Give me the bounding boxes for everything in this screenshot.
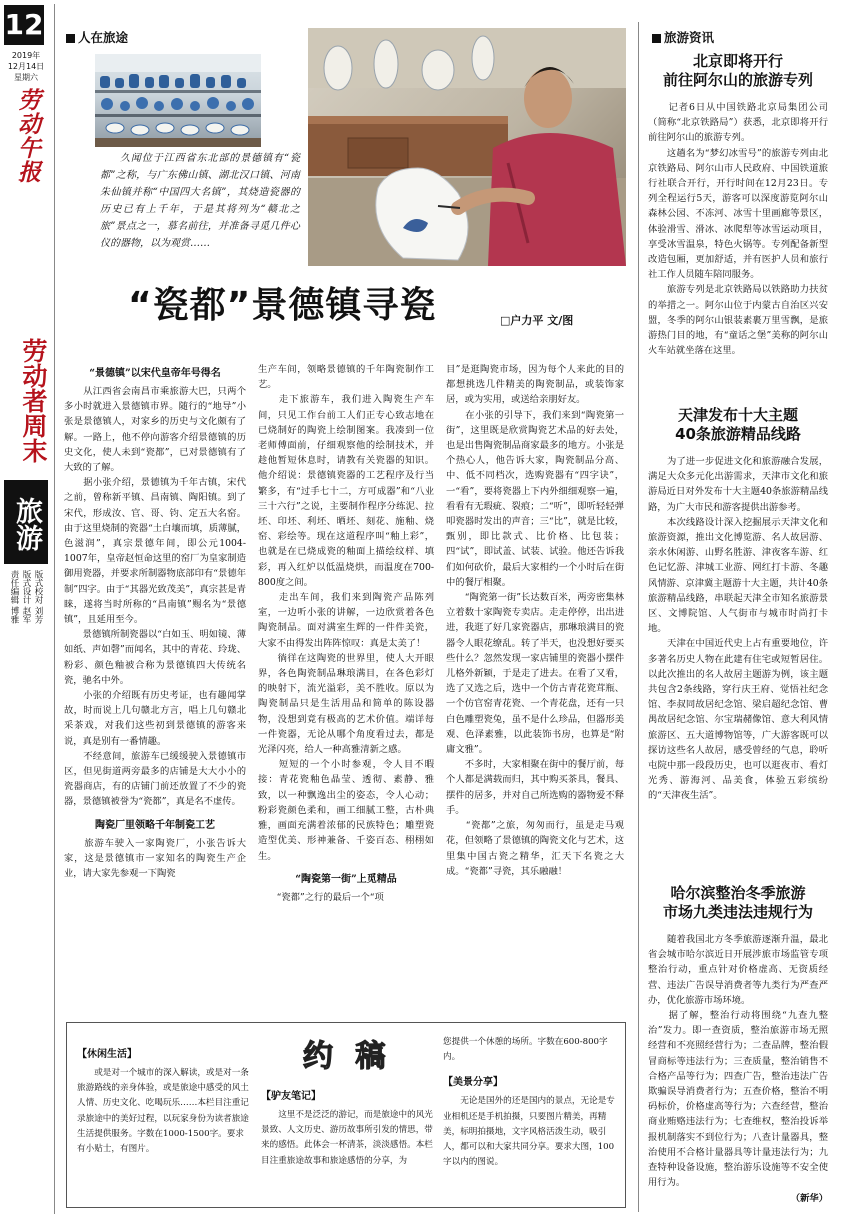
call-block-leisure: [77, 1045, 249, 1157]
article-byline: □户力平 文/图: [500, 314, 574, 327]
body-text: 目”是逛陶瓷市场，因为每个人来此的目的都想挑选几件精美的陶瓷制品，或装饰家居，或为实用，或送给亲朋好友。 在小张的引导下，我们来到“陶瓷第一街”，这里既是欣赏陶瓷艺术品的好去处，也是出售陶瓷制品商家最多的地方。小张是个热心人，他告诉大家，陶瓷制品分高、中、低不同档次，选购瓷器有“四字诀”，一“看”，要将瓷器上下内外细细观察一遍，看看有无瑕疵、裂痕；二“听”，即听轻轻弹叩瓷器时发出的声音；三“比”，就是比较，甄别，即比款式、比价格、比包装；四“试”，即试盖、试装、试验。他还告诉我们如何砍价，最后大家相约一个小时后在街中的餐厅相聚。 “陶瓷第一街”长达数百米，两旁密集林立着数十家陶瓷专卖店。走走停停，出出进进，我逛了好几家瓷器店，那琳琅满目的瓷器令人眼花缭乱。转了半天，也没想好要买些什么？忽然发现一家店铺里的瓷器小摆件儿格外新颖，于是走了进去。在看了又看，选了又选之后，选中一个仿古青花瓷茸瓶、一个仿官窑青花瓷、一个青花盘，还有一只白色雕塑瓷兔，虽不是什么珍品，但器形美观、色泽素雅，以此装饰书房，也算是“附庸文雅”。 不多时，大家相聚在街中的餐厅前，每个人都是满载而归，其中购买茶具，餐具、摆件的居多，并对自己所选购的器物爱不释手。 “瓷都”之旅，匆匆而行，虽是走马观花，但领略了景德镇的陶瓷文化与艺术，这里集中国古瓷之精华，汇天下名瓷之大成。“瓷都”寻瓷，其乐融融！: [446, 364, 624, 877]
column-divider: [638, 22, 639, 1212]
subheading: “景德镇”以宋代皇帝年号得名: [89, 368, 221, 379]
section-label-left: [66, 28, 128, 46]
issue-date: [4, 50, 48, 83]
subheading: 陶瓷厂里领略千年制瓷工艺: [95, 819, 215, 831]
masthead-divider: [54, 4, 55, 1214]
porcelain-shop-illustration: [95, 54, 261, 147]
block-text: 或是对一个城市的深入解读，或是对一条旅游路线的亲身体验，或是旅途中感受的风土人情、历史文化、吃喝玩乐……本栏目注重记录旅途中的美好过程，以玩家身份为读者旅途生活提供服务。字数在1000-1500字。要求有小贴士，有图片。: [77, 1068, 249, 1155]
call-for-submissions-box: [66, 1022, 626, 1208]
page-number-box: [4, 5, 44, 45]
date-day: 12月14日: [7, 62, 45, 71]
block-text: 这里不是泛泛的游记，而是旅途中的风光景致、人文历史、游历故事所引发的情思，带来的感悟。此体会一杯清茶，淡淡感悟。本栏目注重旅途故事和旅途感悟的分享，为: [261, 1110, 433, 1166]
date-year: 2019年: [11, 51, 41, 60]
news-title: [648, 406, 828, 444]
block-text-continued: 您提供一个休憩的场所。字数在600-800字内。: [443, 1037, 608, 1063]
section-name: 劳动者周末: [19, 338, 48, 463]
page-number: 12: [4, 8, 44, 41]
call-block-scenery: [443, 1035, 615, 1170]
body-text: 旅游车驶入一家陶瓷厂，小张告诉大家，这是景德镇市一家知名的陶瓷生产企业，请大家先参观一下陶瓷: [64, 837, 246, 880]
news-item-3: [648, 884, 828, 1204]
square-bullet-icon: [652, 34, 661, 43]
news-title: [648, 52, 828, 90]
article-column-3: [446, 362, 624, 879]
body-text: “瓷都”之行的最后一个“项: [258, 891, 384, 903]
news-body: 记者6日从中国铁路北京局集团公司（简称“北京铁路局”）获悉，北京即将开行前往阿尔山的旅游专列。 这趟名为“梦幻冰雪号”的旅游专列由北京铁路局、阿尔山市人民政府、中国铁道旅行社联合开行，开行时间在12月23日。专列全程运行5天，游客可以深度游览阿尔山森林公园、不冻河、冰雪十里画廊等景区，体验滑雪、滑冰、冰爬犁等冰雪运动项目，享受冰雪温泉，特色火锅等。专列配备新型改造包厢，更加舒适，并有医护人员和旅行社工作人员随车陪同服务。 旅游专列是北京铁路局以铁路助力扶贫的举措之一。阿尔山位于内蒙古自治区兴安盟，冬季的阿尔山银装素裹万里雪飘，是旅游热门目的地，有“童话之堡”美称的阿尔山火车站就坐落在这里。: [648, 102, 828, 357]
news-source: （新华）: [790, 1193, 828, 1205]
section-label-text: 旅游资讯: [664, 30, 715, 45]
call-block-notes: [261, 1087, 433, 1169]
porcelain-shop-photo: [95, 54, 261, 147]
news-title-line: 北京即将开行: [692, 52, 783, 70]
body-text: 生产车间，领略景德镇的千年陶瓷制作工艺。 走下旅游车，我们进入陶瓷生产车间，只见工作台前工人们正专心致志地在已烧制好的陶瓷上绘制图案。我凑到一位老师傅面前，仔细观察他的绘制技术，并趁他暂短休息时，请教有关瓷器的知识。他介绍说：景德镇瓷器的工艺程序及行当繁多，有“过手七十二，方可成器”和“八业三十六行”之说，主要制作程序分练泥、拉坯、印坯、利坯、晒坯、刻花、施釉、烧窑、彩绘等。现在这道程序叫“釉上彩”，也就是在已烧成瓷的釉面上描绘纹样、填彩，再入红炉以低温烧烘，而温度在700-800度之间。 走出车间，我们来到陶瓷产品陈列室，一边听小张的讲解，一边欣赏着各色陶瓷制品。面对满室生辉的一件件美瓷，大家不由得发出阵阵惊叹：真是太美了！ 徜徉在这陶瓷的世界里，使人大开眼界，各色陶瓷制品琳琅满目，在各色彩灯的映射下，流光溢彩，美不胜收。原以为陶瓷制品只是生活用品和简单的陈设器物，没想到竟有极高的艺术价值。端详每一件瓷器，无论从哪个角度看过去，都是光泽闪亮，给人一种高雅清新之感。 短短的一个小时参观，令人目不暇接：青花瓷釉色晶莹、透彻、素静、雅致，以一种飘逸出尘的姿态，令人心动；粉彩瓷颜色柔和，画工细腻工整，古朴典雅，画面充满着浓郁的民族特色；雕塑瓷造型优美、形神兼备、千姿百态、栩栩如生。: [258, 364, 434, 862]
news-item-2: [648, 406, 828, 804]
section-label-text: 人在旅途: [78, 30, 129, 45]
craftsman-painting-vase-photo: [308, 28, 626, 266]
weekday: 星期六: [14, 73, 38, 82]
editor-credits: [8, 570, 44, 660]
news-title-line: 哈尔滨整治冬季旅游: [670, 884, 806, 902]
news-title-line: 前往阿尔山的旅游专列: [662, 71, 813, 89]
editor-chief: 责任编辑 博雅: [9, 570, 19, 624]
call-title: 约 稿: [303, 1039, 392, 1074]
section-sub-box: [4, 480, 48, 564]
news-title-line: 市场九类违法违规行为: [662, 903, 813, 921]
body-text: 从江西省会南昌市乘旅游大巴，只两个多小时就进入景德镇市界。随行的“地导”小张是景德镇人，对家乡的历史与文化颇有了解。一路上，他不停向游客介绍景德镇的历史文化，使人未到“瓷都”，已对景德镇有了大致的了解。 据小张介绍，景德镇为千年古镇，宋代之前，曾称新平镇、昌南镇、陶阳镇。到了宋代，形成汝、官、哥、钧、定五大名窑。由于这里烧制的瓷器“土白壤而填，质薄腻，色滋润”，真宗景德年间，即公元1004-1007年，皇帝赵恒命这里的窑厂为皇家制造御用瓷器，并要求所制器物底部印有“景德年制”四字。由于“其器光致茂美”，真宗甚是青睐，遂将当时所称的“昌南镇”赐名为“景德镇”，且延用至今。 景德镇所制瓷器以“白如玉、明如镜、薄如纸、声如磬”而闻名，其中的青花、玲珑、粉彩、颜色釉被合称为景德镇四大传统名瓷，驰名中外。 小张的介绍既有历史考证，也有趣闻掌故，时而说上几句赣北方言，唱上几句赣北采茶戏，对我们这些初到景德镇的游客来说，真是别有一番情趣。 不经意间，旅游车已缓缓驶入景德镇市区，但见街道两旁最多的店铺是大大小小的瓷器商店，有的店铺门前还放置了不少的瓷器，景德镇被誉为“瓷都”，真是名不虚传。: [64, 386, 246, 808]
craftsman-illustration: [308, 28, 626, 266]
news-body: 随着我国北方冬季旅游逐渐升温，最北省会城市哈尔滨近日开展涉旅市场监管专项整治行动，重点针对价格虚高、无资质经营、违法广告误导消费者等九类行为严查严办，优化旅游市场环境。 据了解，整治行动将围绕“九查九整治”发力。即一查资质，整治旅游市场无照经营和不亮照经营行为；二查品牌，整治假冒商标等违法行为；三查质量，整治销售不合格产品等行为；四查广告，整治违法广告欺骗误导消费者行为；五查价格，整治不明码标价，价格虚高等行为；六查经营，整治商业贿赂违法行为；七查维权，整治投诉举报机制落实不到位行为；八查计量器具，整治使用不合格计量器具等计量违法行为；九查特种设备设施，整治游乐设施等不安全使用行为。: [648, 934, 828, 1189]
article-title: “瓷都”景德镇寻瓷: [128, 285, 437, 326]
block-text: 无论是国外的还是国内的景点，无论是专业相机还是手机拍摄，只要图片精美，再精美，标明拍摄地，文字风格活泼生动，吸引人，都可以和大家共同分享。要求大图，100字以内的图说。: [443, 1096, 615, 1168]
editor-designer: 版式设计 赵军: [21, 570, 31, 624]
article-column-1: [64, 358, 246, 881]
editor-proofread: 版式校对 刘芳: [33, 570, 43, 624]
block-heading: 【美景分享】: [443, 1077, 503, 1089]
block-heading: 【休闲生活】: [77, 1049, 137, 1060]
section-sub: 旅游: [11, 497, 42, 551]
news-item-1: [648, 52, 828, 358]
newspaper-logo: 劳动午报: [14, 88, 41, 184]
square-bullet-icon: [66, 34, 75, 43]
news-title: [648, 884, 828, 922]
subheading: “陶瓷第一街”上觅精品: [295, 873, 397, 885]
section-label-right: [652, 28, 714, 46]
news-body: 为了进一步促进文化和旅游融合发展，满足大众多元化出游需求，天津市文化和旅游局近日对外发布十大主题40条旅游精品线路，为广大市民和游客提供出游参考。 本次线路设计深入挖掘展示天津文化和旅游资源，推出文化博览游、名人故居游、亲水休闲游、山野名胜游、津夜客车游、红色记忆游、津城工业游、网红打卡游、冬趣风情游、京津冀主题游十大主题，共计40条旅游精品线路，串联起天津全市知名旅游景区、文博院馆、人气街市与城市时尚打卡地。 天津在中国近代史上占有重要地位，许多著名历史人物在此建有住宅或短暂居住。以此次推出的名人故居主题游为例，该主题共包含2条线路，穿行庆王府、觉悟社纪念馆、李叔同故居纪念馆、梁启超纪念馆、曹禺故居纪念馆、尔宝瑞赭像馆、意大利风情旅游区、五大道博物馆等，广大游客既可以探访这些名人故居，感受曾经的气息，聆听屯院中那一段段历史，也可以逛夜市、看灯光秀、游海河、品美食，体验五彩缤纷的“天津夜生活”。: [648, 456, 828, 802]
news-title-line: 40条旅游精品线路: [675, 425, 801, 443]
article-column-2: [258, 362, 434, 905]
news-title-line: 天津发布十大主题: [677, 406, 798, 424]
block-heading: 【驴友笔记】: [261, 1091, 321, 1102]
intro-paragraph: 久闻位于江西省东北部的景德镇有“瓷都”之称，与广东佛山镇、湖北汉口镇、河南朱仙镇并称“中国四大名镇”，其烧造瓷器的历史已有上千年，于是其将列为“赣北之旅”景点之一，慕名前往，并准备寻觅几件心仪的器物，以为观赏……: [100, 153, 300, 249]
